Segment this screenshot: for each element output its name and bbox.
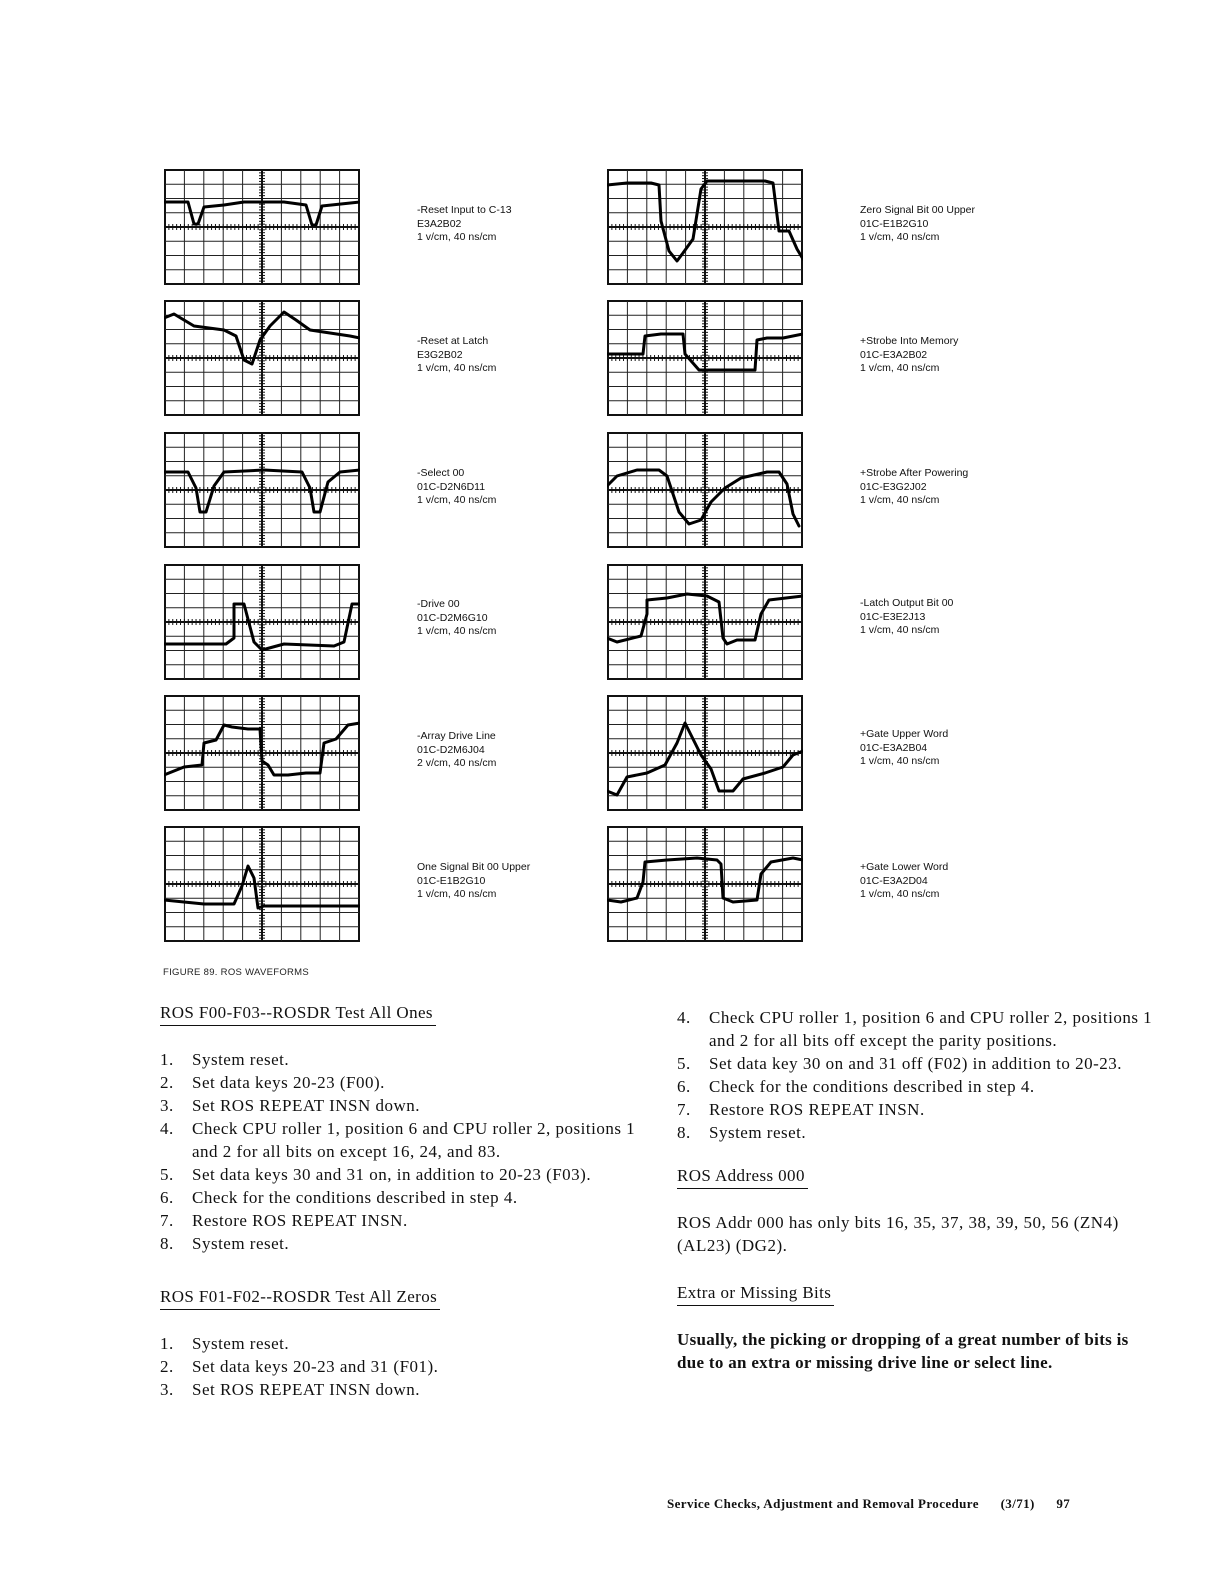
waveform-name: One Signal Bit 00 Upper bbox=[417, 861, 531, 873]
waveform-name: +Gate Upper Word bbox=[860, 728, 949, 740]
scope-grid-trace bbox=[164, 564, 360, 680]
waveform-pin: 01C-D2N6D11 bbox=[417, 480, 486, 493]
waveform-name: -Select 00 bbox=[417, 467, 465, 479]
waveform-scale: 1 v/cm, 40 ns/cm bbox=[860, 624, 940, 636]
waveform-label bbox=[860, 728, 948, 769]
waveform-label bbox=[417, 861, 530, 902]
waveform-pin: 01C-D2M6J04 bbox=[417, 743, 485, 756]
waveform-name: -Reset Input to C-13 bbox=[417, 204, 512, 216]
waveform-scope bbox=[607, 169, 803, 285]
waveform-name: +Strobe After Powering bbox=[860, 467, 969, 479]
figure-caption: FIGURE 89. ROS WAVEFORMS bbox=[163, 967, 310, 978]
waveform-pin: 01C-E1B2G10 bbox=[417, 874, 486, 887]
waveform-scope bbox=[164, 826, 360, 942]
list-item: 1. System reset. bbox=[160, 1050, 290, 1069]
list-item: 4. Check CPU roller 1, position 6 and CPU roller 2, positions 1 and 2 for all bits off except the parity positions. bbox=[677, 1008, 1153, 1050]
footer-date: (3/71) bbox=[1000, 1496, 1035, 1511]
list-item: 3. Set ROS REPEAT INSN down. bbox=[160, 1096, 421, 1115]
scope-grid-trace bbox=[607, 564, 803, 680]
left-column bbox=[160, 1003, 640, 1401]
footer-title: Service Checks, Adjustment and Removal Procedure bbox=[667, 1496, 979, 1511]
waveform-pin: E3G2B02 bbox=[417, 348, 463, 361]
scope-grid-trace bbox=[164, 695, 360, 811]
waveform-pin: 01C-E1B2G10 bbox=[860, 217, 929, 230]
waveform-scale: 1 v/cm, 40 ns/cm bbox=[417, 625, 497, 637]
waveform-scope bbox=[607, 432, 803, 548]
waveform-scale: 2 v/cm, 40 ns/cm bbox=[417, 757, 497, 769]
waveform-name: +Strobe Into Memory bbox=[860, 335, 959, 347]
waveform-scope bbox=[164, 695, 360, 811]
section-heading: ROS F01-F02--ROSDR Test All Zeros bbox=[160, 1287, 440, 1310]
waveform-name: -Reset at Latch bbox=[417, 335, 489, 347]
waveform-label bbox=[417, 335, 496, 376]
waveform-label bbox=[860, 861, 948, 902]
list-item: 4. Check CPU roller 1, position 6 and CPU roller 2, positions 1 and 2 for all bits on except 16, 24, and 83. bbox=[160, 1119, 636, 1161]
waveform-scale: 1 v/cm, 40 ns/cm bbox=[860, 888, 940, 900]
waveform-scope bbox=[607, 564, 803, 680]
waveform-label bbox=[417, 730, 496, 771]
paragraph: ROS Addr 000 has only bits 16, 35, 37, 38, 39, 50, 56 (ZN4) (AL23) (DG2). bbox=[677, 1213, 1119, 1255]
list-item: 6. Check for the conditions described in step 4. bbox=[677, 1077, 1035, 1096]
waveform-name: -Drive 00 bbox=[417, 598, 460, 610]
list-item: 3. Set ROS REPEAT INSN down. bbox=[160, 1380, 421, 1399]
waveform-label bbox=[860, 335, 958, 376]
waveform-pin: 01C-E3A2B04 bbox=[860, 741, 928, 754]
waveform-pin: 01C-E3A2B02 bbox=[860, 348, 928, 361]
list-item: 5. Set data key 30 on and 31 off (F02) in addition to 20-23. bbox=[677, 1054, 1122, 1073]
page-number: 97 bbox=[1056, 1496, 1071, 1511]
waveform-label bbox=[860, 204, 975, 245]
scope-grid-trace bbox=[164, 169, 360, 285]
waveform-scale: 1 v/cm, 40 ns/cm bbox=[860, 755, 940, 767]
right-column bbox=[677, 1006, 1157, 1400]
scope-grid-trace bbox=[607, 695, 803, 811]
step-list bbox=[160, 1048, 640, 1255]
page-footer bbox=[667, 1496, 1070, 1512]
waveform-scope bbox=[164, 564, 360, 680]
step-list bbox=[677, 1006, 1157, 1144]
waveform-scope bbox=[164, 432, 360, 548]
waveform-scale: 1 v/cm, 40 ns/cm bbox=[860, 494, 940, 506]
waveform-pin: E3A2B02 bbox=[417, 217, 462, 230]
waveform-pin: 01C-E3A2D04 bbox=[860, 874, 928, 887]
waveform-name: -Array Drive Line bbox=[417, 730, 496, 742]
list-item: 5. Set data keys 30 and 31 on, in addition to 20-23 (F03). bbox=[160, 1165, 592, 1184]
list-item: 7. Restore ROS REPEAT INSN. bbox=[677, 1100, 925, 1119]
section-heading: Extra or Missing Bits bbox=[677, 1283, 834, 1306]
waveform-scope bbox=[607, 300, 803, 416]
waveform-scope bbox=[607, 695, 803, 811]
scope-grid-trace bbox=[607, 300, 803, 416]
waveform-label bbox=[417, 598, 496, 639]
waveform-scale: 1 v/cm, 40 ns/cm bbox=[860, 362, 940, 374]
list-item: 6. Check for the conditions described in step 4. bbox=[160, 1188, 518, 1207]
scope-grid-trace bbox=[607, 826, 803, 942]
scope-grid-trace bbox=[164, 826, 360, 942]
list-item: 2. Set data keys 20-23 and 31 (F01). bbox=[160, 1357, 439, 1376]
list-item: 8. System reset. bbox=[160, 1234, 290, 1253]
waveform-label bbox=[860, 467, 968, 508]
waveform-scope bbox=[607, 826, 803, 942]
waveform-label bbox=[417, 204, 512, 245]
scope-grid-trace bbox=[607, 169, 803, 285]
scope-grid-trace bbox=[607, 432, 803, 548]
list-item: 7. Restore ROS REPEAT INSN. bbox=[160, 1211, 408, 1230]
waveform-scale: 1 v/cm, 40 ns/cm bbox=[417, 362, 497, 374]
waveform-scope bbox=[164, 169, 360, 285]
waveform-scale: 1 v/cm, 40 ns/cm bbox=[417, 888, 497, 900]
list-item: 2. Set data keys 20-23 (F00). bbox=[160, 1073, 385, 1092]
scope-grid-trace bbox=[164, 432, 360, 548]
waveform-pin: 01C-E3E2J13 bbox=[860, 610, 926, 623]
waveform-scale: 1 v/cm, 40 ns/cm bbox=[417, 231, 497, 243]
waveform-name: Zero Signal Bit 00 Upper bbox=[860, 204, 975, 216]
waveform-pin: 01C-E3G2J02 bbox=[860, 480, 927, 493]
waveform-name: -Latch Output Bit 00 bbox=[860, 597, 954, 609]
paragraph: Usually, the picking or dropping of a great number of bits is due to an extra or missing drive line or select line. bbox=[677, 1330, 1129, 1372]
waveform-pin: 01C-D2M6G10 bbox=[417, 611, 488, 624]
waveform-scale: 1 v/cm, 40 ns/cm bbox=[860, 231, 940, 243]
list-item: 1. System reset. bbox=[160, 1334, 290, 1353]
section-heading: ROS Address 000 bbox=[677, 1166, 808, 1189]
scope-grid-trace bbox=[164, 300, 360, 416]
waveform-name: +Gate Lower Word bbox=[860, 861, 949, 873]
step-list bbox=[160, 1332, 640, 1401]
waveform-label bbox=[860, 597, 953, 638]
waveform-scope bbox=[164, 300, 360, 416]
waveform-label bbox=[417, 467, 496, 508]
waveform-scale: 1 v/cm, 40 ns/cm bbox=[417, 494, 497, 506]
section-heading: ROS F00-F03--ROSDR Test All Ones bbox=[160, 1003, 436, 1026]
list-item: 8. System reset. bbox=[677, 1123, 807, 1142]
